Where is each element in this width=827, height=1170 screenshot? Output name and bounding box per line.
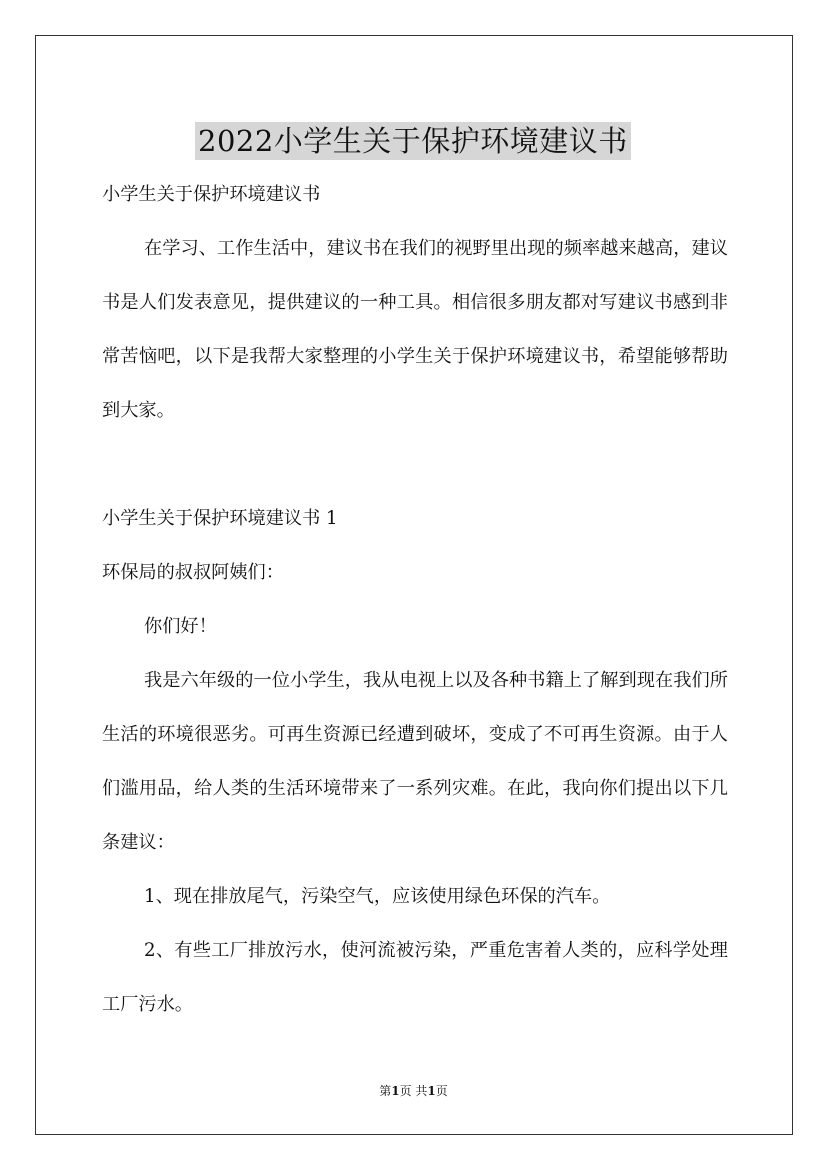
page-label-mid: 页 共 — [399, 1084, 428, 1098]
document-body — [102, 168, 728, 1032]
current-page-number: 1 — [391, 1084, 400, 1098]
suggestion-1: 1、现在排放尾气，污染空气，应该使用绿色环保的汽车。 — [144, 886, 611, 907]
intro-paragraph: 在学习、工作生活中，建议书在我们的视野里出现的频率越来越高，建议书是人们发表意见，提供建议的一种工具。相信很多朋友都对写建议书感到非常苦恼吧，以下是我帮大家整理的小学生关于保护环境建议书，希望能够帮助到大家。 — [102, 238, 728, 421]
total-page-number: 1 — [427, 1084, 436, 1098]
document-title: 2022小学生关于保护环境建议书 — [195, 122, 631, 160]
page-footer — [0, 1083, 827, 1099]
section-heading: 小学生关于保护环境建议书 1 — [102, 508, 338, 529]
paragraph-spacer — [102, 438, 728, 492]
greeting: 你们好！ — [144, 616, 217, 637]
page-label-prefix: 第 — [379, 1084, 392, 1098]
subtitle-paragraph: 小学生关于保护环境建议书 — [102, 184, 321, 205]
salutation: 环保局的叔叔阿姨们： — [102, 562, 284, 583]
suggestion-2: 2、有些工厂排放污水，使河流被污染，严重危害着人类的，应科学处理工厂污水。 — [102, 940, 728, 1015]
page-label-suffix: 页 — [435, 1084, 448, 1098]
body-paragraph: 我是六年级的一位小学生，我从电视上以及各种书籍上了解到现在我们所生活的环境很恶劣。可再生资源已经遭到破坏，变成了不可再生资源。由于人们滥用品，给人类的生活环境带来了一系列灾难。在此，我向你们提出以下几条建议： — [102, 670, 728, 853]
